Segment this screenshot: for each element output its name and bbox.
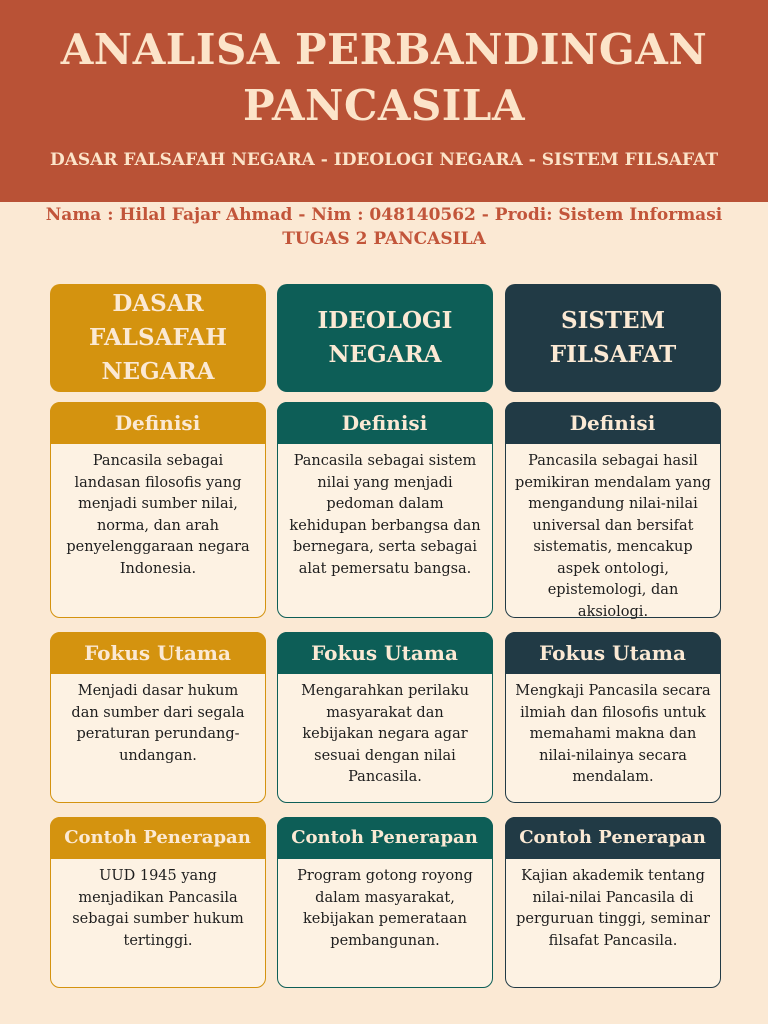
title-line-2: PANCASILA xyxy=(242,81,526,130)
card-text: Mengkaji Pancasila secara ilmiah dan filosofis untuk memahami makna dan nilai-nilainya secara mendalam. xyxy=(515,683,711,785)
card-text: Program gotong royong dalam masyarakat, kebijakan pemerataan pembangunan. xyxy=(297,868,473,949)
column-header-ideologi xyxy=(277,284,493,392)
assignment-title: TUGAS 2 PANCASILA xyxy=(282,229,486,249)
card-label: Fokus Utama xyxy=(277,632,493,674)
card-label: Fokus Utama xyxy=(505,632,721,674)
card-contoh-sistem xyxy=(505,817,721,988)
column-header-dasar-falsafah xyxy=(50,284,266,392)
card-contoh-dasar xyxy=(50,817,266,988)
card-text: Pancasila sebagai hasil pemikiran mendalam yang mengandung nilai-nilai universal dan bersifat sistematis, mencakup aspek ontologi, epistemologi, dan aksiologi. xyxy=(515,453,711,620)
card-text: Mengarahkan perilaku masyarakat dan kebijakan negara agar sesuai dengan nilai Pancasila. xyxy=(301,683,469,785)
page-subtitle: DASAR FALSAFAH NEGARA - IDEOLOGI NEGARA - SISTEM FILSAFAT xyxy=(49,150,719,170)
card-fokus-ideologi xyxy=(277,632,493,803)
title-line-1: ANALISA PERBANDINGAN xyxy=(60,25,708,74)
card-text: Pancasila sebagai landasan filosofis yang menjadi sumber nilai, norma, dan arah penyelenggaraan negara Indonesia. xyxy=(66,453,250,577)
card-text: UUD 1945 yang menjadikan Pancasila sebagai sumber hukum tertinggi. xyxy=(72,868,244,949)
author-info xyxy=(0,203,768,251)
card-label: Fokus Utama xyxy=(50,632,266,674)
card-label: Definisi xyxy=(505,402,721,444)
card-contoh-ideologi xyxy=(277,817,493,988)
card-definisi-ideologi xyxy=(277,402,493,618)
page-title xyxy=(0,22,768,134)
card-definisi-dasar xyxy=(50,402,266,618)
card-label: Contoh Penerapan xyxy=(505,817,721,859)
card-label: Contoh Penerapan xyxy=(50,817,266,859)
column-title: DASAR FALSAFAH NEGARA xyxy=(88,290,227,385)
column-title: SISTEM FILSAFAT xyxy=(549,307,677,368)
card-label: Contoh Penerapan xyxy=(277,817,493,859)
column-header-sistem-filsafat xyxy=(505,284,721,392)
column-title: IDEOLOGI NEGARA xyxy=(317,307,453,368)
card-text: Kajian akademik tentang nilai-nilai Pancasila di perguruan tinggi, seminar filsafat Pancasila. xyxy=(516,868,710,949)
card-fokus-sistem xyxy=(505,632,721,803)
card-label: Definisi xyxy=(277,402,493,444)
card-text: Menjadi dasar hukum dan sumber dari segala peraturan perundang-undangan. xyxy=(71,683,245,764)
card-label: Definisi xyxy=(50,402,266,444)
card-fokus-dasar xyxy=(50,632,266,803)
card-text: Pancasila sebagai sistem nilai yang menjadi pedoman dalam kehidupan berbangsa dan bernegara, serta sebagai alat pemersatu bangsa. xyxy=(289,453,481,577)
card-definisi-sistem xyxy=(505,402,721,618)
header-banner xyxy=(0,0,768,202)
author-line: Nama : Hilal Fajar Ahmad - Nim : 048140562 - Prodi: Sistem Informasi xyxy=(45,205,723,225)
